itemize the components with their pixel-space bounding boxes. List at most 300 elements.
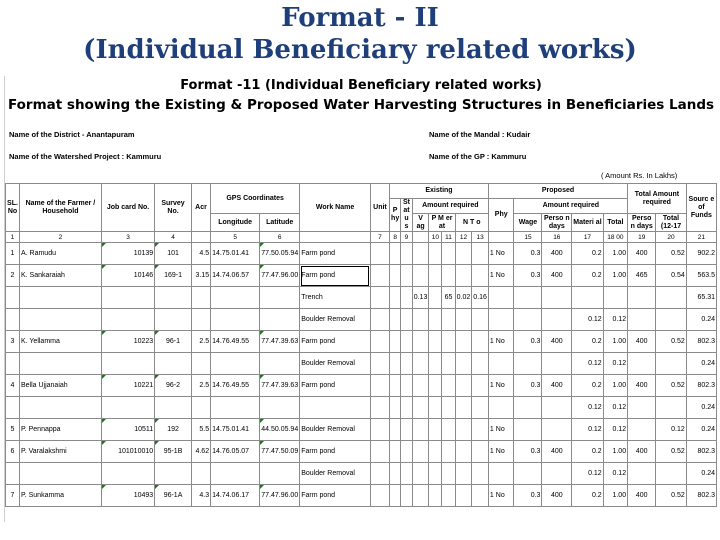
cell-ttotal[interactable]: 0.52	[656, 375, 686, 397]
cell-empty[interactable]	[370, 375, 389, 397]
col-wage: Wage	[514, 214, 542, 232]
cell-tpdays[interactable]: 400	[628, 331, 656, 353]
cell-phy[interactable]: 1 No	[488, 331, 514, 353]
cell-ex_total[interactable]	[472, 463, 489, 485]
cell-lon[interactable]	[211, 309, 260, 331]
cell-survey[interactable]	[155, 397, 192, 419]
cell-phy[interactable]: 1 No	[488, 441, 514, 463]
cell-ex_nt[interactable]	[455, 353, 472, 375]
cell-empty[interactable]	[429, 397, 442, 419]
cell-total[interactable]: 0.12	[603, 463, 627, 485]
cell-sl[interactable]: 1	[6, 243, 20, 265]
cell-total[interactable]: 1.00	[603, 243, 627, 265]
cell-ex_nt[interactable]	[455, 419, 472, 441]
cell-ttotal[interactable]: 0.52	[656, 485, 686, 507]
cell-sl[interactable]: 7	[6, 485, 20, 507]
cell-phy[interactable]: 1 No	[488, 375, 514, 397]
cell-wage[interactable]: 0.3	[514, 331, 542, 353]
cell-job[interactable]	[101, 287, 154, 309]
cell-ex_v[interactable]	[412, 309, 429, 331]
cell-work[interactable]: Farm pond	[300, 265, 371, 287]
cell-tpdays[interactable]	[628, 397, 656, 419]
cell-wage[interactable]	[514, 463, 542, 485]
cell-lat[interactable]: 77.47.39.63	[260, 375, 300, 397]
cell-ex_v[interactable]: 0.13	[412, 287, 429, 309]
cell-ex_v[interactable]	[412, 331, 429, 353]
cell-name[interactable]	[19, 309, 101, 331]
cell-ex_pm[interactable]	[442, 309, 455, 331]
cell-sl[interactable]	[6, 463, 20, 485]
cell-sl[interactable]	[6, 309, 20, 331]
cell-empty[interactable]	[401, 309, 413, 331]
cell-empty[interactable]	[370, 265, 389, 287]
col-existing: Existing	[390, 184, 489, 199]
cell-work[interactable]: Boulder Removal	[300, 463, 371, 485]
cell-ex_nt[interactable]	[455, 441, 472, 463]
cell-empty[interactable]	[401, 397, 413, 419]
cell-source[interactable]: 0.24	[686, 309, 716, 331]
cell-tpdays[interactable]	[628, 309, 656, 331]
cell-empty[interactable]	[429, 463, 442, 485]
cell-sl[interactable]	[6, 287, 20, 309]
cell-empty[interactable]	[429, 287, 442, 309]
cell-ex_total[interactable]	[472, 309, 489, 331]
cell-total[interactable]	[603, 287, 627, 309]
cell-acr[interactable]	[191, 309, 210, 331]
cell-tpdays[interactable]: 400	[628, 485, 656, 507]
cell-acr[interactable]: 4.5	[191, 243, 210, 265]
cell-empty[interactable]	[370, 243, 389, 265]
cell-ex_total[interactable]	[472, 375, 489, 397]
cell-ex_pm[interactable]	[442, 353, 455, 375]
cell-ex_nt[interactable]	[455, 309, 472, 331]
cell-survey[interactable]: 96-1A	[155, 485, 192, 507]
cell-empty[interactable]	[401, 265, 413, 287]
cell-tpdays[interactable]	[628, 353, 656, 375]
cell-empty[interactable]	[429, 419, 442, 441]
cell-phy[interactable]: 1 No	[488, 265, 514, 287]
cell-phy[interactable]	[488, 397, 514, 419]
col-persondays: Perso n days	[542, 214, 572, 232]
cell-phy[interactable]	[488, 353, 514, 375]
cell-tpdays[interactable]: 465	[628, 265, 656, 287]
cell-ex_pm[interactable]	[442, 397, 455, 419]
cell-empty[interactable]	[370, 419, 389, 441]
cell-name[interactable]	[19, 287, 101, 309]
col-sl: SL. No	[6, 184, 20, 232]
cell-lat[interactable]: 77.47.96.00	[260, 485, 300, 507]
cell-total[interactable]: 0.12	[603, 309, 627, 331]
cell-empty[interactable]	[390, 265, 401, 287]
cell-mat[interactable]: 0.2	[572, 441, 604, 463]
cell-ex_total[interactable]	[472, 265, 489, 287]
cell-source[interactable]: 802.3	[686, 331, 716, 353]
cell-tpdays[interactable]: 400	[628, 243, 656, 265]
cell-ex_v[interactable]	[412, 463, 429, 485]
cell-empty[interactable]	[390, 287, 401, 309]
cell-ex_nt[interactable]	[455, 331, 472, 353]
cell-ex_pm[interactable]	[442, 463, 455, 485]
colnum: 17	[572, 232, 604, 243]
cell-sl[interactable]	[6, 353, 20, 375]
cell-ttotal[interactable]	[656, 309, 686, 331]
cell-lat[interactable]	[260, 287, 300, 309]
cell-mat[interactable]: 0.12	[572, 419, 604, 441]
cell-pdays[interactable]	[542, 353, 572, 375]
cell-job[interactable]: 101010010	[101, 441, 154, 463]
cell-pdays[interactable]	[542, 397, 572, 419]
cell-empty[interactable]	[370, 353, 389, 375]
cell-mat[interactable]: 0.12	[572, 397, 604, 419]
cell-survey[interactable]: 101	[155, 243, 192, 265]
cell-wage[interactable]: 0.3	[514, 243, 542, 265]
cell-ex_v[interactable]	[412, 353, 429, 375]
cell-wage[interactable]: 0.3	[514, 485, 542, 507]
cell-lat[interactable]: 77.47.96.00	[260, 265, 300, 287]
cell-survey[interactable]: 169-1	[155, 265, 192, 287]
cell-empty[interactable]	[390, 353, 401, 375]
cell-source[interactable]: 802.3	[686, 485, 716, 507]
cell-empty[interactable]	[390, 485, 401, 507]
cell-job[interactable]: 10511	[101, 419, 154, 441]
cell-ex_total[interactable]: 0.16	[472, 287, 489, 309]
cell-ex_pm[interactable]	[442, 375, 455, 397]
cell-ex_v[interactable]	[412, 419, 429, 441]
cell-ex_v[interactable]	[412, 485, 429, 507]
cell-name[interactable]	[19, 397, 101, 419]
colnum: 11	[442, 232, 455, 243]
cell-work[interactable]: Boulder Removal	[300, 353, 371, 375]
cell-wage[interactable]	[514, 419, 542, 441]
cell-job[interactable]	[101, 463, 154, 485]
cell-empty[interactable]	[429, 353, 442, 375]
cell-pdays[interactable]	[542, 287, 572, 309]
cell-ex_v[interactable]	[412, 441, 429, 463]
cell-lat[interactable]	[260, 309, 300, 331]
cell-source[interactable]: 0.24	[686, 463, 716, 485]
cell-lon[interactable]: 14.74.06.57	[211, 265, 260, 287]
cell-empty[interactable]	[390, 419, 401, 441]
cell-lon[interactable]	[211, 463, 260, 485]
cell-wage[interactable]	[514, 309, 542, 331]
cell-name[interactable]: K. Yellamma	[19, 331, 101, 353]
cell-empty[interactable]	[390, 243, 401, 265]
cell-work[interactable]: Farm pond	[300, 243, 371, 265]
cell-name[interactable]	[19, 463, 101, 485]
cell-wage[interactable]: 0.3	[514, 375, 542, 397]
cell-empty[interactable]	[429, 375, 442, 397]
cell-ttotal[interactable]: 0.54	[656, 265, 686, 287]
cell-ttotal[interactable]: 0.52	[656, 441, 686, 463]
cell-mat[interactable]: 0.12	[572, 463, 604, 485]
cell-empty[interactable]	[429, 441, 442, 463]
cell-lon[interactable]	[211, 353, 260, 375]
cell-acr[interactable]: 4.62	[191, 441, 210, 463]
colnum: 19	[628, 232, 656, 243]
cell-pdays[interactable]	[542, 309, 572, 331]
cell-work[interactable]: Boulder Removal	[300, 419, 371, 441]
cell-mat[interactable]: 0.2	[572, 375, 604, 397]
cell-ex_pm[interactable]	[442, 485, 455, 507]
cell-lon[interactable]	[211, 397, 260, 419]
cell-survey[interactable]: 96-1	[155, 331, 192, 353]
cell-lon[interactable]	[211, 287, 260, 309]
cell-tpdays[interactable]	[628, 463, 656, 485]
cell-name[interactable]: P. Pennappa	[19, 419, 101, 441]
cell-empty[interactable]	[429, 331, 442, 353]
cell-total[interactable]: 0.12	[603, 353, 627, 375]
cell-lat[interactable]: 77.47.39.63	[260, 331, 300, 353]
cell-source[interactable]: 0.24	[686, 419, 716, 441]
cell-ex_pm[interactable]	[442, 243, 455, 265]
cell-acr[interactable]	[191, 287, 210, 309]
cell-ex_v[interactable]	[412, 397, 429, 419]
cell-empty[interactable]	[401, 441, 413, 463]
cell-ex_v[interactable]	[412, 375, 429, 397]
cell-ttotal[interactable]: 0.12	[656, 419, 686, 441]
col-survey: Survey No.	[155, 184, 192, 232]
cell-lat[interactable]	[260, 463, 300, 485]
cell-empty[interactable]	[401, 353, 413, 375]
cell-phy[interactable]	[488, 309, 514, 331]
cell-source[interactable]: 65.31	[686, 287, 716, 309]
cell-empty[interactable]	[401, 243, 413, 265]
cell-source[interactable]: 563.5	[686, 265, 716, 287]
cell-pdays[interactable]: 400	[542, 243, 572, 265]
cell-job[interactable]: 10139	[101, 243, 154, 265]
cell-empty[interactable]	[401, 463, 413, 485]
cell-mat[interactable]: 0.2	[572, 331, 604, 353]
cell-empty[interactable]	[370, 309, 389, 331]
cell-pdays[interactable]	[542, 463, 572, 485]
cell-empty[interactable]	[401, 287, 413, 309]
cell-ttotal[interactable]	[656, 397, 686, 419]
cell-total[interactable]: 0.12	[603, 397, 627, 419]
cell-ttotal[interactable]: 0.52	[656, 331, 686, 353]
cell-name[interactable]: Bella Ujjanaiah	[19, 375, 101, 397]
cell-survey[interactable]: 96-2	[155, 375, 192, 397]
cell-empty[interactable]	[370, 397, 389, 419]
cell-ex_nt[interactable]	[455, 375, 472, 397]
cell-work[interactable]: Boulder Removal	[300, 309, 371, 331]
cell-empty[interactable]	[401, 419, 413, 441]
cell-pdays[interactable]: 400	[542, 331, 572, 353]
cell-pdays[interactable]: 400	[542, 375, 572, 397]
cell-empty[interactable]	[390, 463, 401, 485]
cell-ttotal[interactable]	[656, 463, 686, 485]
cell-name[interactable]: A. Ramudu	[19, 243, 101, 265]
cell-ex_total[interactable]	[472, 441, 489, 463]
cell-tpdays[interactable]	[628, 287, 656, 309]
cell-sl[interactable]: 4	[6, 375, 20, 397]
cell-acr[interactable]	[191, 397, 210, 419]
cell-ex_nt[interactable]	[455, 463, 472, 485]
cell-work[interactable]: Farm pond	[300, 331, 371, 353]
cell-name[interactable]: P. Sunkamma	[19, 485, 101, 507]
cell-empty[interactable]	[429, 265, 442, 287]
cell-ex_total[interactable]	[472, 331, 489, 353]
cell-sl[interactable]: 3	[6, 331, 20, 353]
cell-job[interactable]	[101, 309, 154, 331]
cell-total[interactable]: 1.00	[603, 375, 627, 397]
col-status: St at u s	[401, 199, 413, 232]
cell-lon[interactable]: 14.74.06.17	[211, 485, 260, 507]
cell-source[interactable]: 802.3	[686, 375, 716, 397]
cell-sl[interactable]	[6, 397, 20, 419]
cell-wage[interactable]	[514, 287, 542, 309]
cell-lat[interactable]: 77.50.05.94	[260, 243, 300, 265]
cell-empty[interactable]	[401, 485, 413, 507]
cell-phy[interactable]: 1 No	[488, 419, 514, 441]
cell-ex_pm[interactable]	[442, 419, 455, 441]
cell-ttotal[interactable]	[656, 353, 686, 375]
cell-ex_nt[interactable]	[455, 397, 472, 419]
cell-lon[interactable]: 14.76.49.55	[211, 375, 260, 397]
cell-mat[interactable]: 0.2	[572, 243, 604, 265]
cell-mat[interactable]: 0.12	[572, 353, 604, 375]
cell-source[interactable]: 902.2	[686, 243, 716, 265]
cell-acr[interactable]: 2.5	[191, 375, 210, 397]
cell-pdays[interactable]	[542, 419, 572, 441]
cell-empty[interactable]	[370, 287, 389, 309]
cell-pdays[interactable]: 400	[542, 441, 572, 463]
cell-source[interactable]: 802.3	[686, 441, 716, 463]
cell-job[interactable]: 10493	[101, 485, 154, 507]
cell-job[interactable]: 10223	[101, 331, 154, 353]
cell-empty[interactable]	[429, 309, 442, 331]
cell-survey[interactable]	[155, 463, 192, 485]
cell-mat[interactable]: 0.12	[572, 309, 604, 331]
cell-acr[interactable]: 3.15	[191, 265, 210, 287]
cell-job[interactable]	[101, 353, 154, 375]
cell-source[interactable]: 0.24	[686, 353, 716, 375]
cell-ex_total[interactable]	[472, 485, 489, 507]
cell-acr[interactable]	[191, 463, 210, 485]
cell-tpdays[interactable]: 400	[628, 441, 656, 463]
cell-empty[interactable]	[401, 331, 413, 353]
cell-lon[interactable]: 14.76.05.07	[211, 441, 260, 463]
cell-ex_nt[interactable]: 0.02	[455, 287, 472, 309]
cell-ex_nt[interactable]	[455, 265, 472, 287]
cell-empty[interactable]	[390, 397, 401, 419]
cell-survey[interactable]	[155, 309, 192, 331]
cell-ex_total[interactable]	[472, 419, 489, 441]
cell-job[interactable]: 10221	[101, 375, 154, 397]
cell-empty[interactable]	[429, 485, 442, 507]
slide-title-line1: Format - II	[281, 3, 439, 33]
cell-empty[interactable]	[390, 441, 401, 463]
cell-empty[interactable]	[370, 463, 389, 485]
cell-empty[interactable]	[370, 331, 389, 353]
cell-lon[interactable]: 14.75.01.41	[211, 243, 260, 265]
cell-empty[interactable]	[390, 309, 401, 331]
cell-acr[interactable]: 2.5	[191, 331, 210, 353]
cell-total[interactable]: 1.00	[603, 331, 627, 353]
cell-pdays[interactable]: 400	[542, 485, 572, 507]
cell-empty[interactable]	[390, 331, 401, 353]
cell-tpdays[interactable]: 400	[628, 375, 656, 397]
cell-survey[interactable]: 192	[155, 419, 192, 441]
column-number-row	[6, 232, 717, 243]
cell-empty[interactable]	[370, 485, 389, 507]
cell-ttotal[interactable]: 0.52	[656, 243, 686, 265]
cell-sl[interactable]: 5	[6, 419, 20, 441]
cell-lat[interactable]	[260, 353, 300, 375]
cell-empty[interactable]	[429, 243, 442, 265]
cell-work[interactable]: Trench	[300, 287, 371, 309]
cell-name[interactable]: K. Sankaraiah	[19, 265, 101, 287]
cell-ex_total[interactable]	[472, 353, 489, 375]
cell-total[interactable]: 1.00	[603, 485, 627, 507]
cell-ex_nt[interactable]	[455, 243, 472, 265]
cell-ex_pm[interactable]	[442, 441, 455, 463]
cell-acr[interactable]: 5.5	[191, 419, 210, 441]
cell-wage[interactable]: 0.3	[514, 265, 542, 287]
cell-total[interactable]: 1.00	[603, 441, 627, 463]
cell-phy[interactable]	[488, 463, 514, 485]
cell-mat[interactable]: 0.2	[572, 265, 604, 287]
cell-lon[interactable]: 14.75.01.41	[211, 419, 260, 441]
cell-name[interactable]: P. Varalakshmi	[19, 441, 101, 463]
cell-mat[interactable]: 0.2	[572, 485, 604, 507]
cell-lon[interactable]: 14.76.49.55	[211, 331, 260, 353]
cell-empty[interactable]	[370, 441, 389, 463]
cell-ttotal[interactable]	[656, 287, 686, 309]
cell-survey[interactable]	[155, 287, 192, 309]
cell-empty[interactable]	[390, 375, 401, 397]
cell-survey[interactable]	[155, 353, 192, 375]
cell-phy[interactable]: 1 No	[488, 243, 514, 265]
sheet-title: Format -11 (Individual Beneficiary related works)	[180, 78, 542, 93]
cell-acr[interactable]: 4.3	[191, 485, 210, 507]
cell-work[interactable]: Farm pond	[300, 485, 371, 507]
cell-work[interactable]	[300, 397, 371, 419]
cell-ex_nt[interactable]	[455, 485, 472, 507]
cell-survey[interactable]: 95-1B	[155, 441, 192, 463]
cell-wage[interactable]	[514, 397, 542, 419]
cell-empty[interactable]	[401, 375, 413, 397]
cell-sl[interactable]: 6	[6, 441, 20, 463]
cell-phy[interactable]	[488, 287, 514, 309]
cell-source[interactable]: 0.24	[686, 397, 716, 419]
cell-sl[interactable]: 2	[6, 265, 20, 287]
cell-ex_pm[interactable]	[442, 331, 455, 353]
cell-name[interactable]	[19, 353, 101, 375]
cell-lat[interactable]: 77.47.50.09	[260, 441, 300, 463]
cell-total[interactable]: 1.00	[603, 265, 627, 287]
cell-work[interactable]: Farm pond	[300, 441, 371, 463]
cell-job[interactable]: 10146	[101, 265, 154, 287]
cell-job[interactable]	[101, 397, 154, 419]
cell-lat[interactable]: 44.50.05.94	[260, 419, 300, 441]
cell-ex_total[interactable]	[472, 397, 489, 419]
cell-wage[interactable]: 0.3	[514, 441, 542, 463]
cell-ex_pm[interactable]: 65	[442, 287, 455, 309]
cell-phy[interactable]: 1 No	[488, 485, 514, 507]
cell-mat[interactable]	[572, 287, 604, 309]
cell-total[interactable]: 0.12	[603, 419, 627, 441]
cell-pdays[interactable]: 400	[542, 265, 572, 287]
cell-work[interactable]: Farm pond	[300, 375, 371, 397]
cell-lat[interactable]	[260, 397, 300, 419]
cell-ex_v[interactable]	[412, 265, 429, 287]
cell-ex_pm[interactable]	[442, 265, 455, 287]
cell-ex_total[interactable]	[472, 243, 489, 265]
cell-wage[interactable]	[514, 353, 542, 375]
cell-tpdays[interactable]	[628, 419, 656, 441]
cell-ex_v[interactable]	[412, 243, 429, 265]
cell-acr[interactable]	[191, 353, 210, 375]
